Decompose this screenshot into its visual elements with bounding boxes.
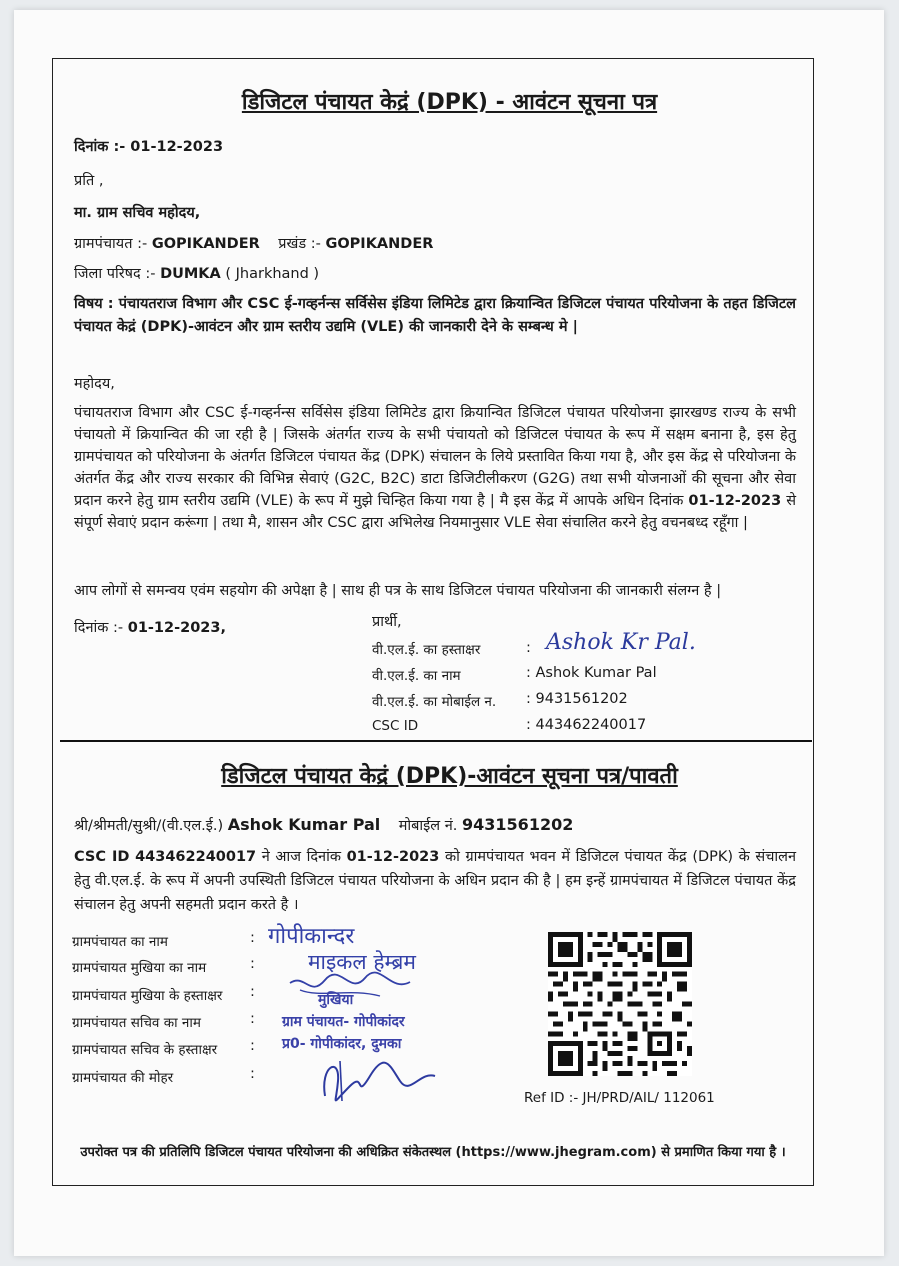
gram-panchayat-value: GOPIKANDER: [151, 236, 260, 252]
state-text: ( Jharkhand ): [225, 266, 320, 282]
prarthi-text: प्रार्थी,: [372, 614, 402, 630]
stamp-line-1: मुखिया: [318, 992, 354, 1008]
vle-mobile-value: : 9431561202: [526, 691, 628, 707]
mukhiya-signature-scribble: [280, 968, 430, 1008]
field-colon: :: [250, 1011, 255, 1027]
vle-sign-label: वी.एल.ई. का हस्ताक्षर: [372, 642, 481, 658]
field-label-mukhiya-name: ग्रामपंचायत मुखिया का नाम: [72, 960, 207, 976]
vle-csc-value: : 443462240017: [526, 717, 647, 733]
body-date: 01-12-2023: [688, 493, 782, 509]
prakhand-value: GOPIKANDER: [325, 236, 434, 252]
date-line: दिनांक :- 01-12-2023: [74, 139, 224, 155]
date-line-2-value: 01-12-2023,: [127, 620, 226, 636]
field-colon: :: [250, 930, 255, 946]
sachiv-signature-scribble: [310, 1046, 450, 1108]
receipt-name-line: [74, 815, 573, 835]
field-colon: :: [250, 956, 255, 972]
vle-name-value: : Ashok Kumar Pal: [526, 665, 657, 681]
field-value-mukhiya-name: माइकल हेम्ब्रम: [308, 950, 416, 974]
receipt-name: Ashok Kumar Pal: [227, 815, 381, 834]
gram-panchayat-label: ग्रामपंचायत :-: [74, 236, 148, 252]
receipt-paragraph: [74, 845, 796, 917]
body-part2: से संपूर्ण सेवाएं प्रदान करूंगा | तथा मै, शासन और CSC द्वारा अभिलेख नियमानुसार VLE सेवा संचालित करने हेतु वचनबध्द रहूँगा |: [74, 493, 797, 531]
body-paragraph: [74, 402, 796, 534]
receipt-honorific: श्री/श्रीमती/सुश्री/(वी.एल.ई.): [74, 818, 224, 834]
salutation: महोदय,: [74, 376, 115, 392]
field-label-sachiv-name: ग्रामपंचायत सचिव का नाम: [72, 1015, 201, 1031]
ref-id: Ref ID :- JH/PRD/AIL/ 112061: [524, 1090, 715, 1106]
vle-mobile-label: वी.एल.ई. का मोबाईल न.: [372, 694, 497, 710]
body-part1: पंचायतराज विभाग और CSC ई-गव्हर्नन्स सर्विसेस इंडिया लिमिटेड द्वारा क्रियान्वित डिजिटल पंचायत परियोजना झारखण्ड राज्य के सभी पंचायतो में क्रियान्वित की जा रही है | जिसके अंतर्गत राज्य के सभी पंचायतो को डिजिटल पंचायत के रूप में सक्षम बनाना है, इस हेतु ग्रामपंचायत को परियोजना के अंतर्गत डिजिटल पंचायत केंद्र (DPK) संचालन के लिये प्रस्तावित किया गया है, और इस केंद्र से परियोजना के अंतर्गत केंद्र और राज्य सरकार की विभिन्न सेवाएं (G2C, B2C) डाटा डिजिटीलीकरण (G2G) तथा सभी योजनाओं की सूचना और सेवा प्रदान करने हेतु ग्राम स्तरीय उद्यमि (VLE) के रूप में मुझे चिन्हित किया गया है | मै इस केंद्र में आपके अधिन दिनांक: [74, 405, 796, 509]
field-label-sachiv-sign: ग्रामपंचायत सचिव के हस्ताक्षर: [72, 1042, 218, 1058]
receipt-csc-id: 443462240017: [135, 849, 257, 865]
vle-csc-label: CSC ID: [372, 718, 419, 734]
stamp-line-2: ग्राम पंचायत- गोपीकांदर: [282, 1014, 405, 1030]
prakhand-label: प्रखंड :-: [278, 236, 321, 252]
date-line-2-label: दिनांक :-: [74, 620, 124, 636]
zila-label: जिला परिषद :-: [74, 266, 156, 282]
receipt-mobile: 9431561202: [462, 815, 574, 834]
receipt-mobile-label: मोबाईल नं.: [398, 818, 458, 834]
field-colon: :: [250, 984, 255, 1000]
receipt-title: डिजिटल पंचायत केद्रं (DPK)-आवंटन सूचना पत्र/पावती: [221, 764, 678, 789]
receipt-csc-label: CSC ID: [74, 849, 130, 865]
receipt-text1: ने आज दिनांक: [261, 849, 341, 865]
qr-code: [548, 932, 692, 1076]
receipt-date: 01-12-2023: [346, 849, 440, 865]
stamp-line-3: प्र0- गोपीकांदर, दुमका: [282, 1036, 402, 1052]
field-label-gp-name: ग्रामपंचायत का नाम: [72, 934, 168, 950]
section-divider: [60, 740, 812, 742]
page-title: डिजिटल पंचायत केद्रं (DPK) - आवंटन सूचना पत्र: [241, 90, 658, 115]
footer-note: उपरोक्त पत्र की प्रतिलिपि डिजिटल पंचायत परियोजना की अधिक्रित संकेतस्थल (https://www.jhegram.com) से प्रमाणित किया गया है ।: [80, 1145, 786, 1160]
date-line-2: [74, 617, 226, 637]
addressee: मा. ग्राम सचिव महोदय,: [74, 205, 201, 221]
closing-paragraph: आप लोगों से समन्वय एवंम सहयोग की अपेक्षा है | साथ ही पत्र के साथ डिजिटल पंचायत परियोजना की जानकारी संलग्न है |: [74, 583, 722, 599]
receipt-text2: को ग्रामपंचायत भवन में डिजिटल पंचायत केंद्र (DPK) के संचालन हेतु वी.एल.ई. के रूप में अपनी उपस्थिती डिजिटल पंचायत परियोजना के अधिन प्रदान की है | हम इन्हें ग्रामपंचायत में डिजिटल पंचायत केंद्र संचालन हेतु अपनी सहमती प्रदान करते है ।: [74, 849, 797, 913]
field-colon: :: [250, 1038, 255, 1054]
field-label-mohar: ग्रामपंचायत की मोहर: [72, 1070, 174, 1086]
vle-name-label: वी.एल.ई. का नाम: [372, 668, 461, 684]
prati-text: प्रति ,: [74, 173, 104, 189]
vle-signature: Ashok Kr Pal.: [546, 630, 696, 655]
zila-value: DUMKA: [160, 266, 221, 282]
field-colon: :: [250, 1066, 255, 1082]
gram-panchayat-line: [74, 233, 433, 253]
field-label-mukhiya-sign: ग्रामपंचायत मुखिया के हस्ताक्षर: [72, 988, 223, 1004]
field-value-gp-name: गोपीकान्दर: [268, 924, 355, 949]
zila-line: [74, 263, 319, 283]
vle-sign-colon: :: [526, 640, 531, 656]
subject-text: विषय : पंचायतराज विभाग और CSC ई-गव्हर्नन्स सर्विसेस इंडिया लिमिटेड द्वारा क्रियान्वित डिजिटल पंचायत परियोजना के तहत डिजिटल पंचायत केद्रं (DPK)-आवंटन और ग्राम स्तरीय उद्यमि (VLE) की जानकारी देने के सम्बन्ध मे |: [74, 296, 796, 335]
